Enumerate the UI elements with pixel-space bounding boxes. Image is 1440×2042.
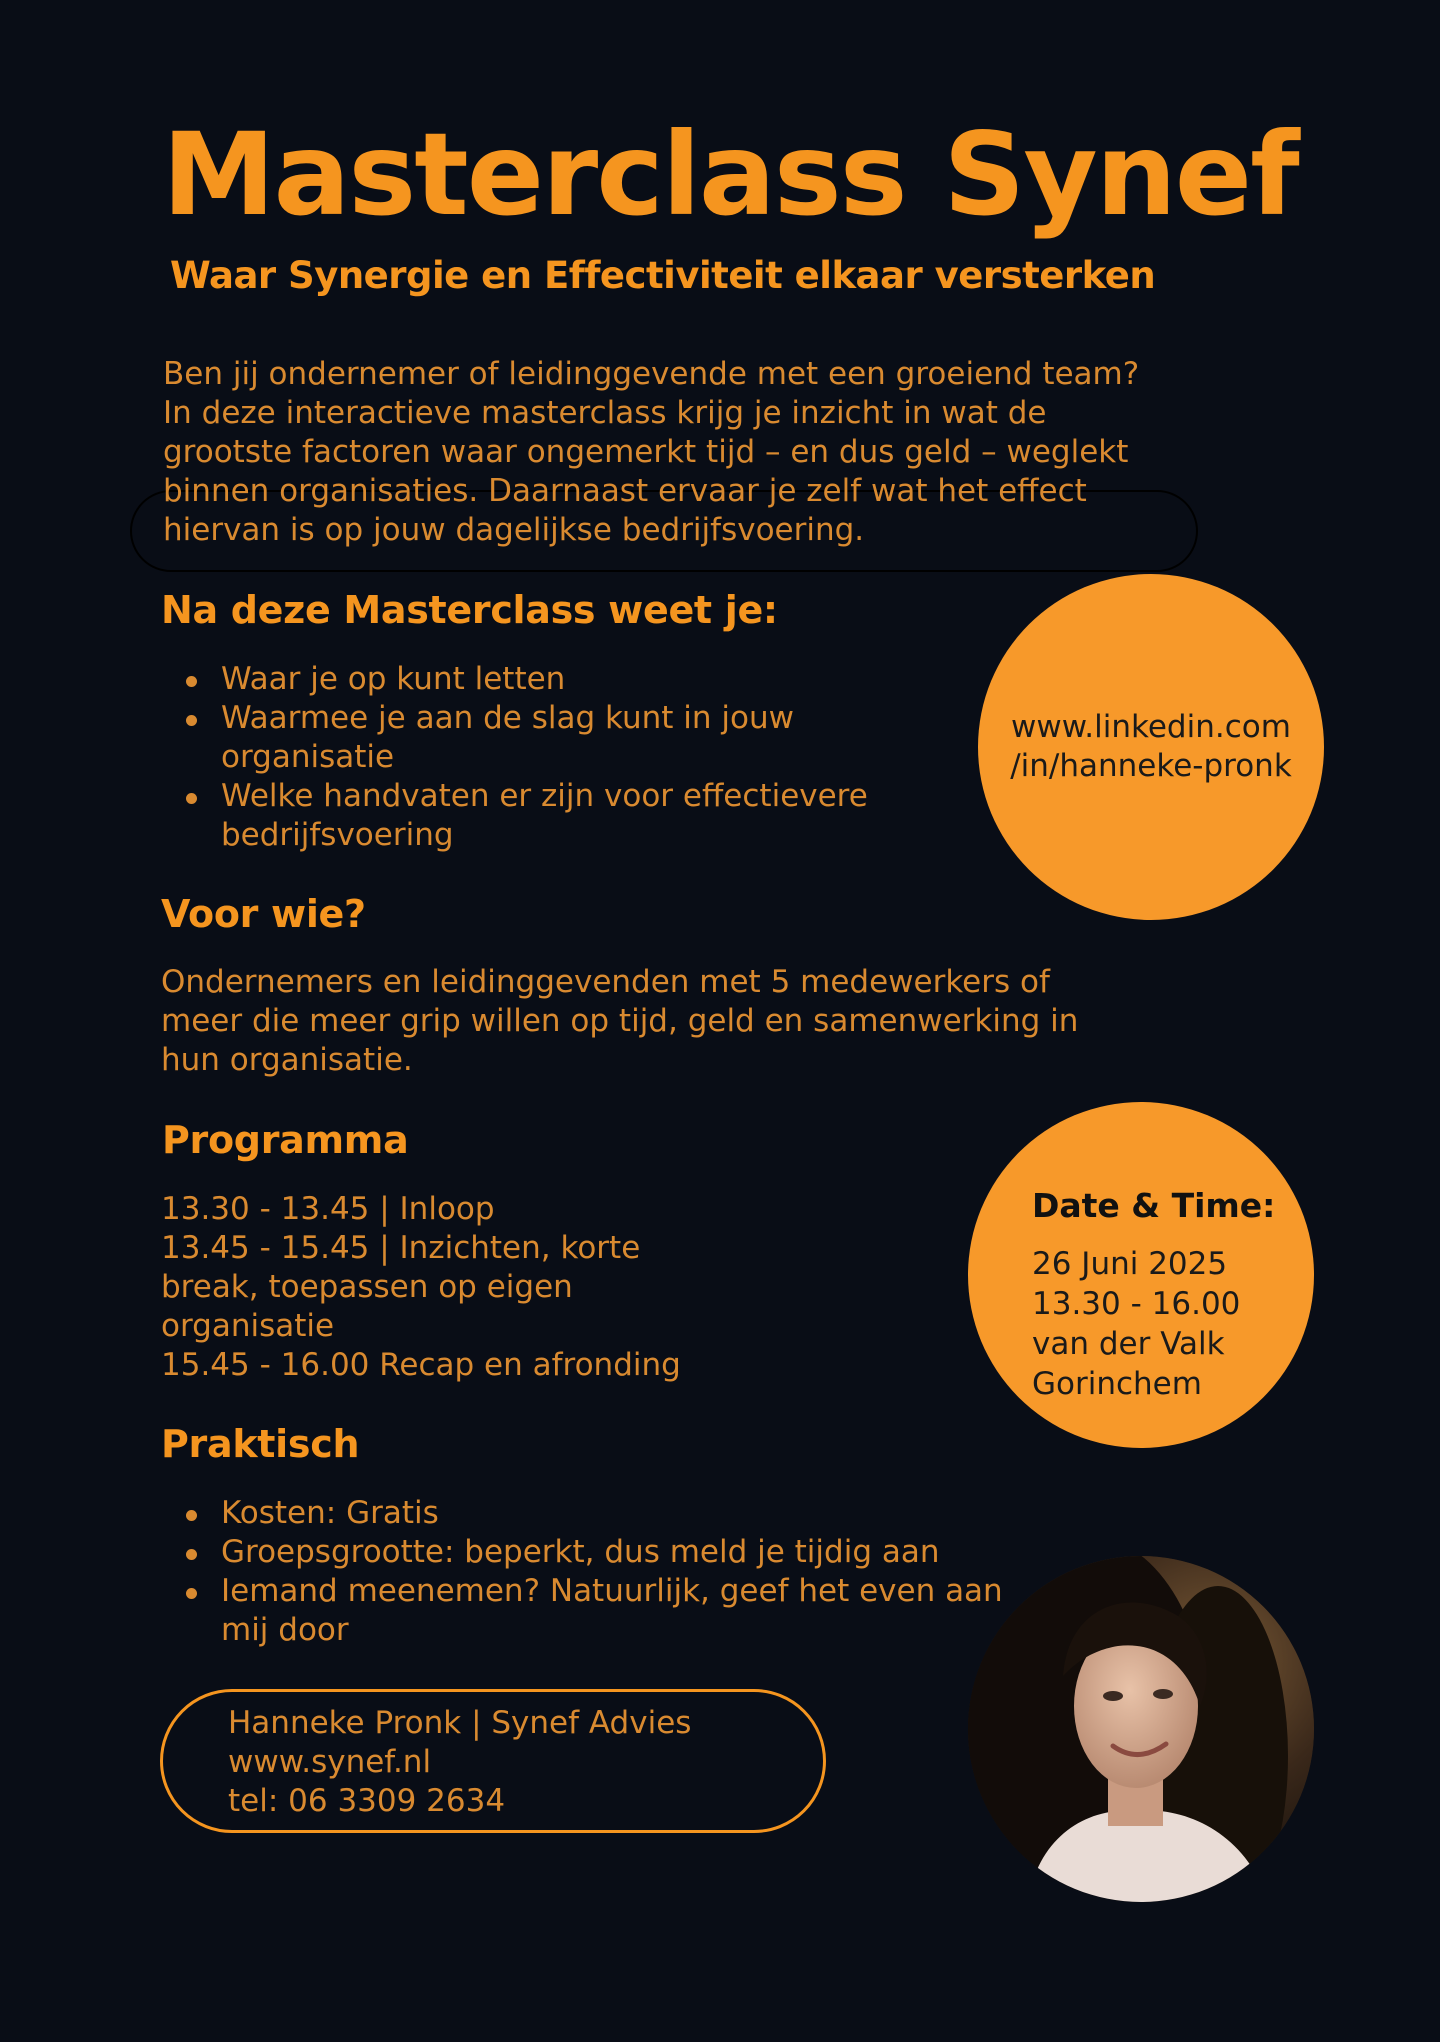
- contact-name: Hanneke Pronk | Synef Advies: [228, 1705, 692, 1741]
- contact-website-link[interactable]: www.synef.nl: [228, 1744, 432, 1780]
- event-venue: van der Valk: [1032, 1326, 1225, 1362]
- practical-list: [161, 1494, 1021, 1650]
- list-item: Welke handvaten er zijn voor effectievere bedrijfsvoering: [161, 777, 881, 855]
- event-details-title: Date & Time:: [1032, 1186, 1276, 1225]
- page-title: Masterclass Synef: [162, 108, 1298, 241]
- program-line: 13.30 - 13.45 | Inloop: [161, 1191, 495, 1227]
- contact-card: [160, 1689, 826, 1833]
- list-item: Waarmee je aan de slag kunt in jouw organisatie: [161, 699, 881, 777]
- audience-line: Ondernemers en leidinggevenden met 5 medewerkers of: [161, 964, 1050, 1000]
- page-subtitle: Waar Synergie en Effectiviteit elkaar versterken: [170, 254, 1156, 297]
- practical-heading: Praktisch: [161, 1422, 360, 1466]
- event-date: 26 Juni 2025: [1032, 1246, 1228, 1282]
- program-line: organisatie: [161, 1308, 335, 1344]
- intro-line: Ben jij ondernemer of leidinggevende met een groeiend team?: [163, 356, 1140, 392]
- program-heading: Programma: [162, 1118, 409, 1162]
- portrait-illustration: [968, 1556, 1314, 1902]
- audience-heading: Voor wie?: [161, 892, 366, 936]
- list-item: Iemand meenemen? Natuurlijk, geef het even aan mij door: [161, 1572, 1021, 1650]
- intro-line: grootste factoren waar ongemerkt tijd – en dus geld – weglekt: [163, 434, 1129, 470]
- intro-line: hiervan is op jouw dagelijkse bedrijfsvoering.: [163, 512, 865, 548]
- event-details-lines: [1032, 1244, 1240, 1404]
- portrait-photo: [968, 1556, 1314, 1902]
- program-schedule: [161, 1190, 921, 1385]
- audience-line: hun organisatie.: [161, 1042, 413, 1078]
- audience-paragraph: [161, 963, 1261, 1080]
- audience-line: meer die meer grip willen op tijd, geld en samenwerking in: [161, 1003, 1079, 1039]
- program-line: break, toepassen op eigen: [161, 1269, 573, 1305]
- contact-phone[interactable]: tel: 06 3309 2634: [228, 1783, 506, 1819]
- learn-heading: Na deze Masterclass weet je:: [161, 588, 778, 632]
- event-details-badge: [968, 1102, 1314, 1448]
- list-item: Waar je op kunt letten: [161, 660, 881, 699]
- intro-line: binnen organisaties. Daarnaast ervaar je zelf wat het effect: [163, 473, 1087, 509]
- intro-paragraph: [163, 355, 1263, 550]
- linkedin-url-line: /in/hanneke-pronk: [1010, 748, 1292, 784]
- list-item: Kosten: Gratis: [161, 1494, 1021, 1533]
- program-line: 15.45 - 16.00 Recap en afronding: [161, 1347, 681, 1383]
- program-line: 13.45 - 15.45 | Inzichten, korte: [161, 1230, 641, 1266]
- intro-line: In deze interactieve masterclass krijg je inzicht in wat de: [163, 395, 1047, 431]
- list-item: Groepsgrootte: beperkt, dus meld je tijdig aan: [161, 1533, 1021, 1572]
- learn-list: [161, 660, 881, 855]
- linkedin-badge[interactable]: [978, 574, 1324, 920]
- event-venue-city: Gorinchem: [1032, 1366, 1202, 1402]
- linkedin-url-line: www.linkedin.com: [1011, 709, 1291, 745]
- event-time: 13.30 - 16.00: [1032, 1286, 1241, 1322]
